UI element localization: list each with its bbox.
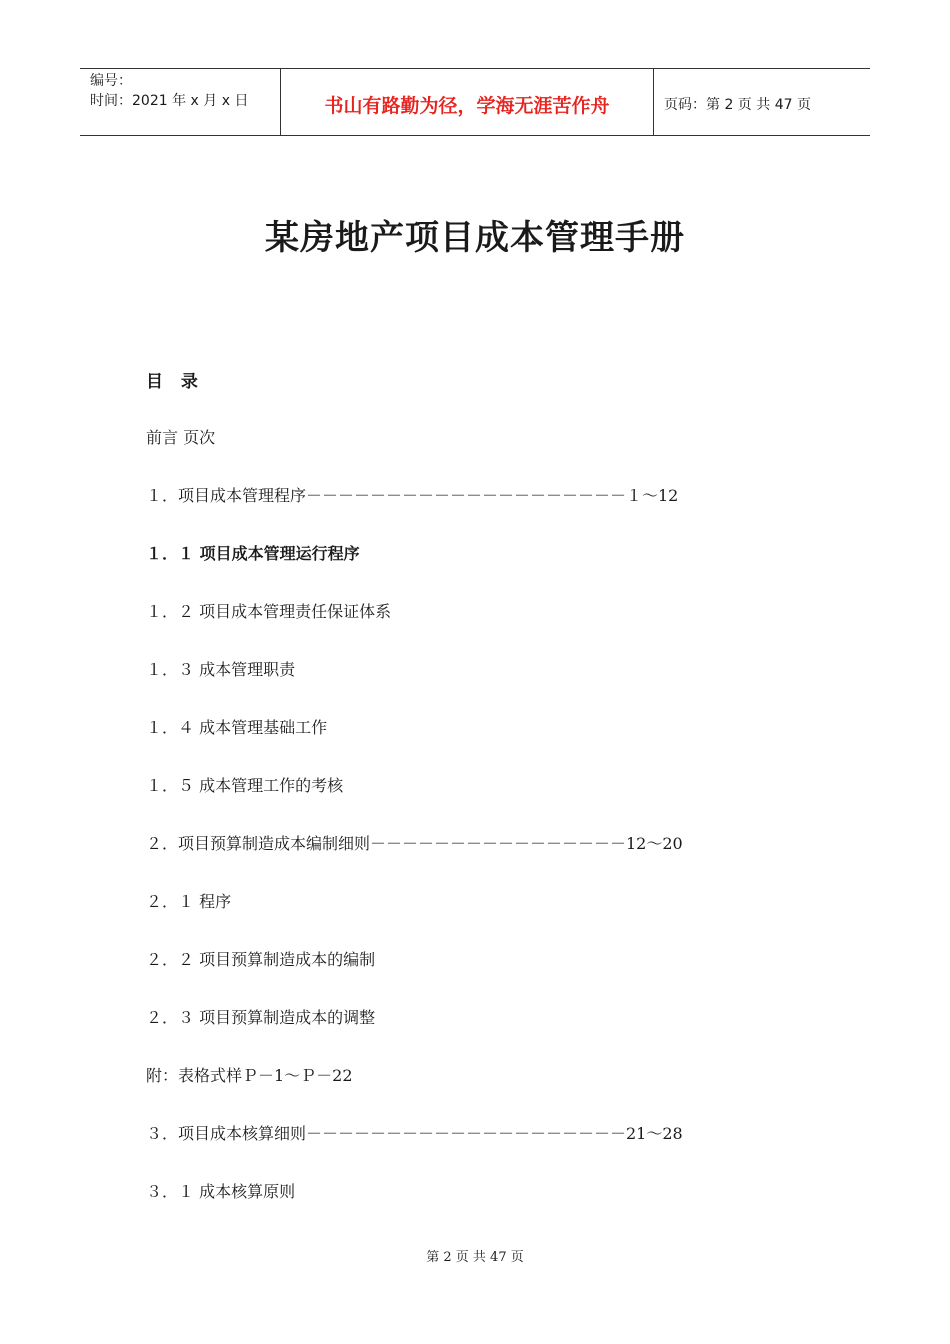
page-footer: 第 2 页 共 47 页 — [426, 1250, 524, 1265]
toc-item: 附：表格式样Ｐ－1～Ｐ－22 — [146, 1066, 353, 1085]
header-page-info: 页码：第 2 页 共 47 页 — [664, 97, 811, 113]
toc-item: １．２ 项目成本管理责任保证体系 — [146, 602, 392, 621]
toc-item: ３．项目成本核算细则－－－－－－－－－－－－－－－－－－－－21～28 — [146, 1124, 683, 1143]
toc-item: ２．１ 程序 — [146, 892, 232, 911]
toc-item: １．１ 项目成本管理运行程序 — [146, 544, 360, 563]
document-title: 某房地产项目成本管理手册 — [265, 218, 685, 258]
toc-item: 前言 页次 — [146, 428, 216, 447]
page-header — [80, 68, 870, 136]
toc-item: １．３ 成本管理职责 — [146, 660, 296, 679]
header-meta — [80, 69, 281, 135]
toc-item: ３．１ 成本核算原则 — [146, 1182, 296, 1201]
toc-heading: 目 录 — [146, 372, 204, 392]
header-motto: 书山有路勤为径，学海无涯苦作舟 — [281, 69, 654, 135]
number-label: 编号： — [90, 73, 132, 89]
toc-item: ２．２ 项目预算制造成本的编制 — [146, 950, 376, 969]
toc-item: １．项目成本管理程序－－－－－－－－－－－－－－－－－－－－１～12 — [146, 486, 679, 505]
toc-item: ２．３ 项目预算制造成本的调整 — [146, 1008, 376, 1027]
date-label: 时间：2021 年 x 月 x 日 — [90, 93, 249, 109]
toc-item: １．５ 成本管理工作的考核 — [146, 776, 344, 795]
toc-item: １．４ 成本管理基础工作 — [146, 718, 328, 737]
toc-item: ２．项目预算制造成本编制细则－－－－－－－－－－－－－－－－12～20 — [146, 834, 683, 853]
